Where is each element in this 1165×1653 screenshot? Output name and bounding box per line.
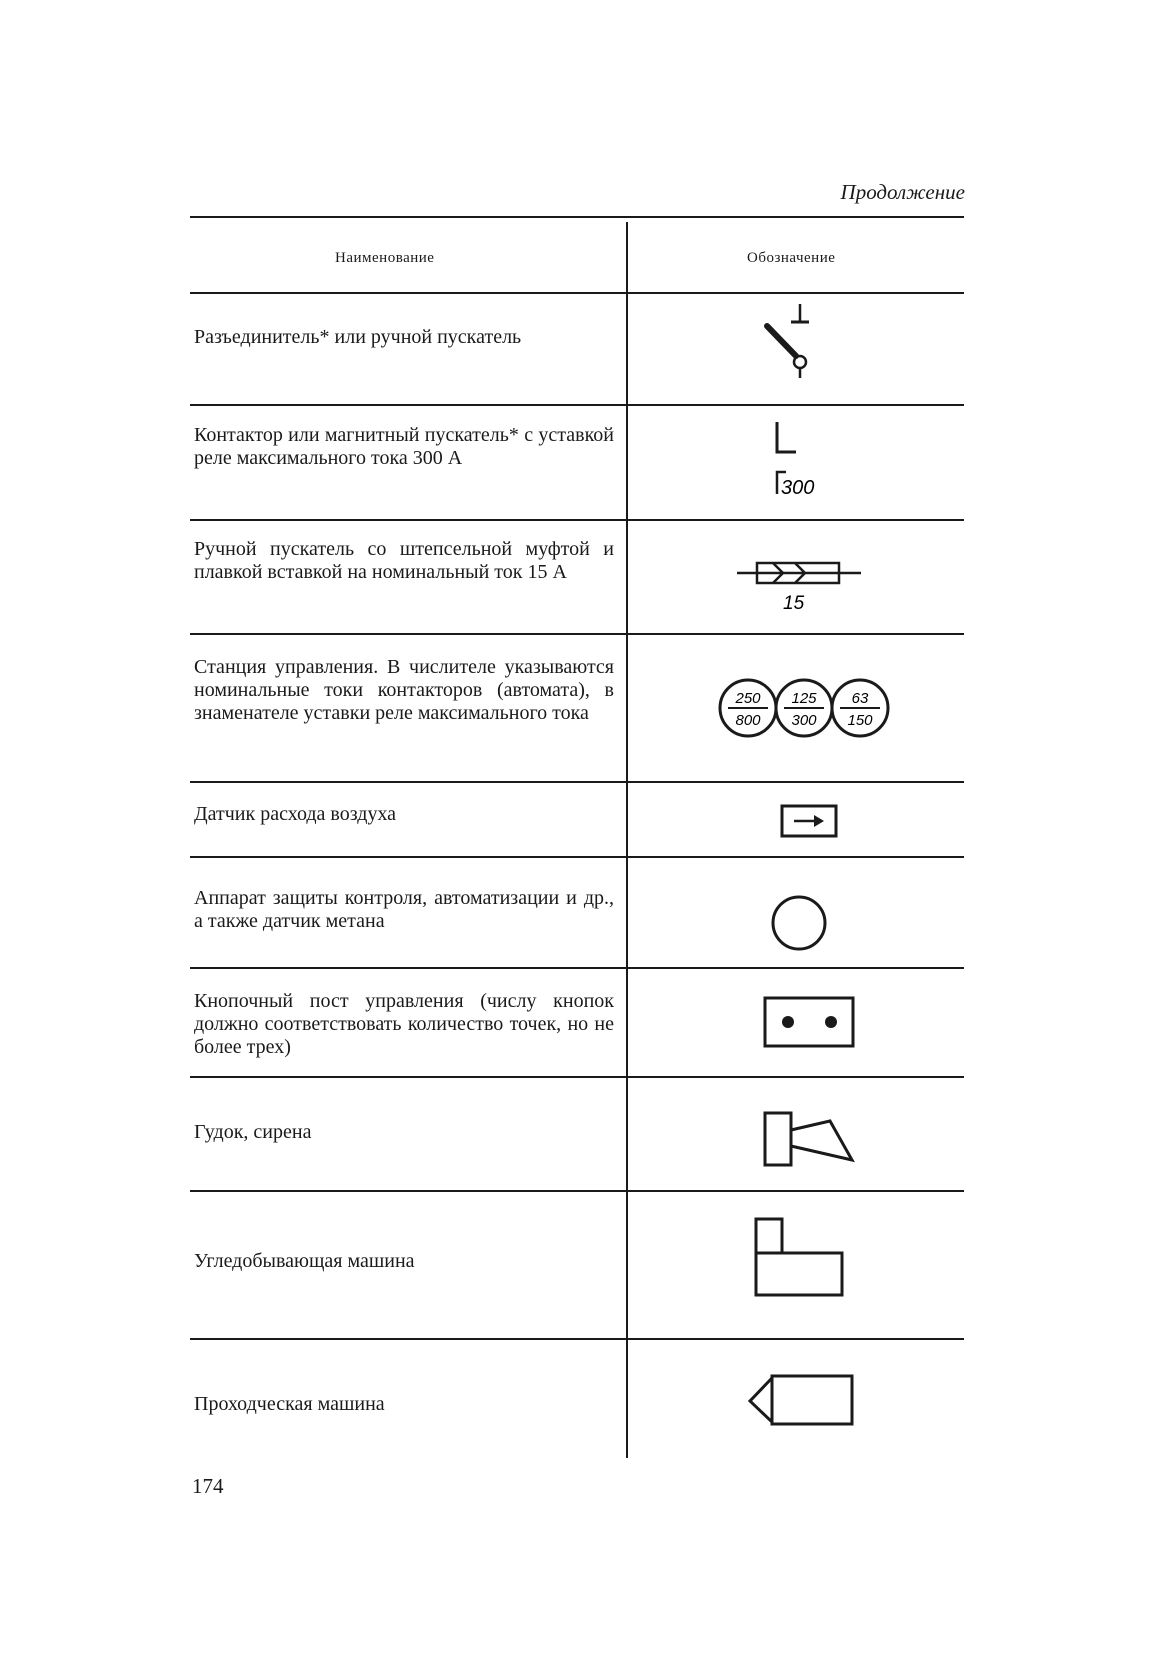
row-rule-7 [190, 1076, 964, 1078]
row-name-tunneling-machine [194, 1380, 614, 1428]
push-button-station-icon [763, 995, 859, 1051]
contactor-icon [772, 420, 842, 500]
row-name-coal-mining-machine [194, 1237, 614, 1285]
station-circle-2 [776, 680, 832, 736]
header-rule [190, 292, 964, 294]
row-name-control-station: Станция управления. В числителе указываются номинальные токи контакторов (автомата), в знаменателе уставки реле максимального тока [194, 656, 614, 724]
fuse-rating-label: 15 [783, 593, 805, 614]
plug-starter-icon [735, 555, 865, 615]
row-rule-3 [190, 633, 964, 635]
contactor-setting-label: 300 [781, 477, 815, 499]
tunneling-machine-icon [742, 1372, 862, 1432]
air-flow-sensor-icon [780, 804, 840, 840]
row-rule-8 [190, 1190, 964, 1192]
page-number: 174 [192, 1474, 224, 1498]
station-2-numerator: 125 [791, 690, 817, 707]
row-name-air-flow-sensor [194, 790, 614, 838]
row-name-coal-mining-machine-text: Угледобывающая машина [194, 1249, 415, 1272]
column-divider [626, 222, 628, 1458]
station-circle-1 [720, 680, 776, 736]
row-rule-2 [190, 519, 964, 521]
row-name-horn-siren-text: Гудок, сирена [194, 1120, 312, 1143]
row-rule-4 [190, 781, 964, 783]
row-rule-5 [190, 856, 964, 858]
protection-apparatus-icon [770, 893, 830, 953]
row-name-disconnector: Разъединитель* или ручной пускатель [194, 326, 522, 348]
column-header-symbol: Обозначение [747, 250, 836, 266]
horn-siren-icon [760, 1110, 860, 1170]
coal-mining-machine-icon [754, 1216, 854, 1300]
row-name-tunneling-machine-text: Проходческая машина [194, 1392, 385, 1415]
row-name-contactor: Контактор или магнитный пускатель* с уставкой реле максимального тока 300 А [194, 424, 614, 469]
station-3-denominator: 150 [847, 712, 873, 729]
station-2-denominator: 300 [791, 712, 817, 729]
station-1-numerator: 250 [735, 690, 761, 707]
control-station-icon [718, 678, 898, 742]
row-name-push-button-station: Кнопочный пост управления (числу кнопок должно соответствовать количество точек, но не более трех) [194, 990, 614, 1058]
row-rule-9 [190, 1338, 964, 1340]
station-3-numerator: 63 [851, 690, 869, 707]
row-name-air-flow-sensor-text: Датчик расхода воздуха [194, 802, 397, 825]
row-rule-1 [190, 404, 964, 406]
table-top-rule [190, 216, 964, 218]
row-rule-6 [190, 967, 964, 969]
disconnector-icon [760, 302, 820, 382]
row-name-horn-siren [194, 1108, 614, 1156]
row-name-protection-apparatus: Аппарат защиты контроля, автоматизации и др., а также датчик метана [194, 887, 614, 932]
station-circle-3 [832, 680, 888, 736]
column-header-name: Наименование [335, 250, 435, 266]
continuation-label: Продолжение [840, 180, 965, 204]
station-1-denominator: 800 [735, 712, 761, 729]
row-name-plug-starter: Ручной пускатель со штепсельной муфтой и плавкой вставкой на номинальный ток 15 А [194, 538, 614, 583]
